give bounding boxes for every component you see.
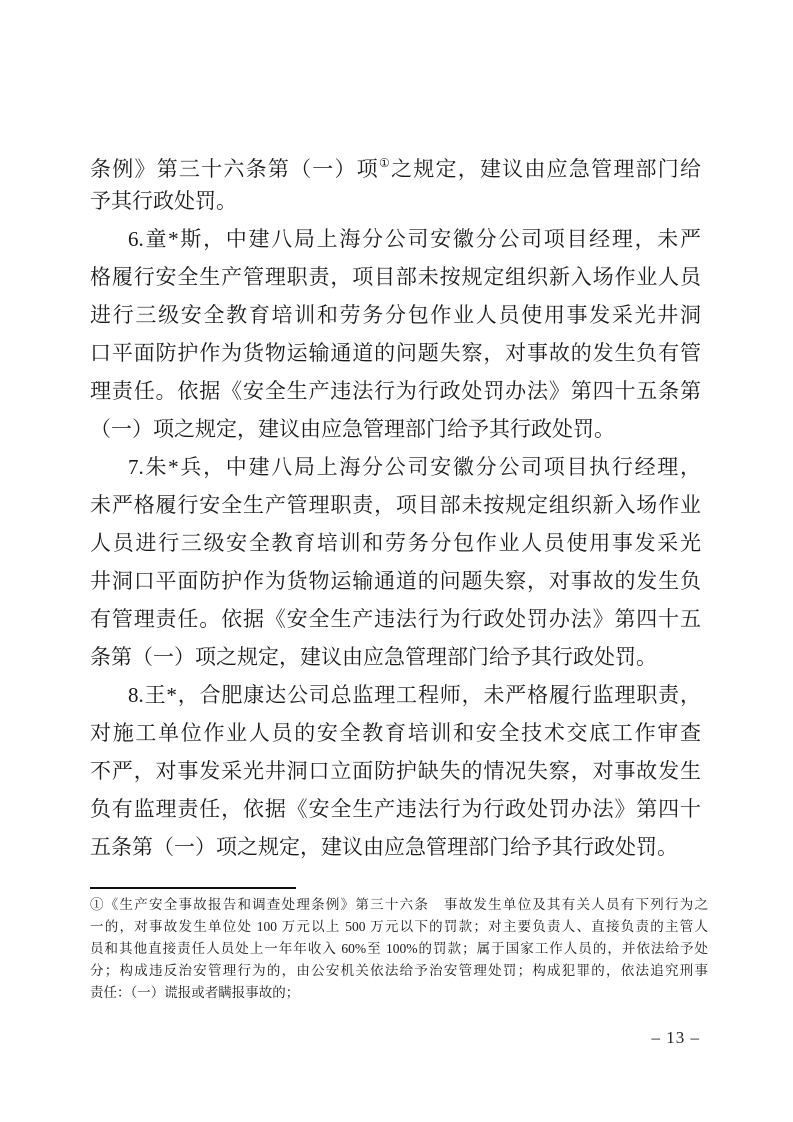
footnote-line: 一的，对事故发生单位处 100 万元以上 500 万元以下的罚款；对主要负责人、直接负责的主管人 xyxy=(90,919,708,934)
text-line: 有管理责任。依据《安全生产违法行为行政处罚办法》第四十五 xyxy=(90,607,701,631)
text-line: 理责任。依据《安全生产违法行为行政处罚办法》第四十五条第 xyxy=(90,379,701,403)
text-line: 条第（一）项之规定，建议由应急管理部门给予其行政处罚。 xyxy=(90,645,657,669)
footnote-line: 员和其他直接责任人员处上一年年收入 60%至 100%的罚款；属于国家工作人员的，并依法给予处 xyxy=(90,941,708,956)
text-line: 未严格履行安全生产管理职责，项目部未按规定组织新入场作业 xyxy=(90,493,701,517)
text-line: 进行三级安全教育培训和劳务分包作业人员使用事发采光井洞 xyxy=(90,303,701,327)
text-line: 对施工单位作业人员的安全教育培训和安全技术交底工作审查 xyxy=(90,721,701,745)
text-line: 井洞口平面防护作为货物运输通道的问题失察，对事故的发生负 xyxy=(90,569,701,593)
paragraph-start-line: 7.朱*兵，中建八局上海分公司安徽分公司项目执行经理， xyxy=(128,455,701,479)
text-line: （一）项之规定，建议由应急管理部门给予其行政处罚。 xyxy=(90,417,615,441)
text-line: 予其行政处罚。 xyxy=(90,189,237,213)
text-line: 不严，对事发采光井洞口立面防护缺失的情况失察，对事故发生 xyxy=(90,759,701,783)
paragraph-start-line: 6.童*斯，中建八局上海分公司安徽分公司项目经理，未严 xyxy=(128,227,701,251)
footnote-line: 责任：（一）谎报或者瞒报事故的； xyxy=(90,985,300,1000)
footnote-marker-superscript: ① xyxy=(379,156,392,170)
paragraph-start-line: 8.王*，合肥康达公司总监理工程师，未严格履行监理职责， xyxy=(128,683,701,707)
footnote-line: 分；构成违反治安管理行为的，由公安机关依法给予治安管理处罚；构成犯罪的，依法追究刑事 xyxy=(90,963,708,978)
text-line: 人员进行三级安全教育培训和劳务分包作业人员使用事发采光 xyxy=(90,531,701,555)
text-line: 负有监理责任，依据《安全生产违法行为行政处罚办法》第四十 xyxy=(90,797,701,821)
text-line: 五条第（一）项之规定，建议由应急管理部门给予其行政处罚。 xyxy=(90,835,678,859)
text-segment: 条例》第三十六条第（一）项 xyxy=(90,157,380,181)
text-segment: 之规定，建议由应急管理部门给 xyxy=(391,157,701,181)
footnote-line: ①《生产安全事故报告和调查处理条例》第三十六条 事故发生单位及其有关人员有下列行为之 xyxy=(90,897,708,912)
footnote-separator xyxy=(90,887,296,889)
text-line: 口平面防护作为货物运输通道的问题失察，对事故的发生负有管 xyxy=(90,341,701,365)
footnote-block xyxy=(90,894,708,1004)
text-line: 格履行安全生产管理职责，项目部未按规定组织新入场作业人员 xyxy=(90,265,701,289)
text-line xyxy=(90,144,701,182)
page-number: – 13 – xyxy=(651,1028,700,1047)
body-text-block xyxy=(90,144,701,866)
